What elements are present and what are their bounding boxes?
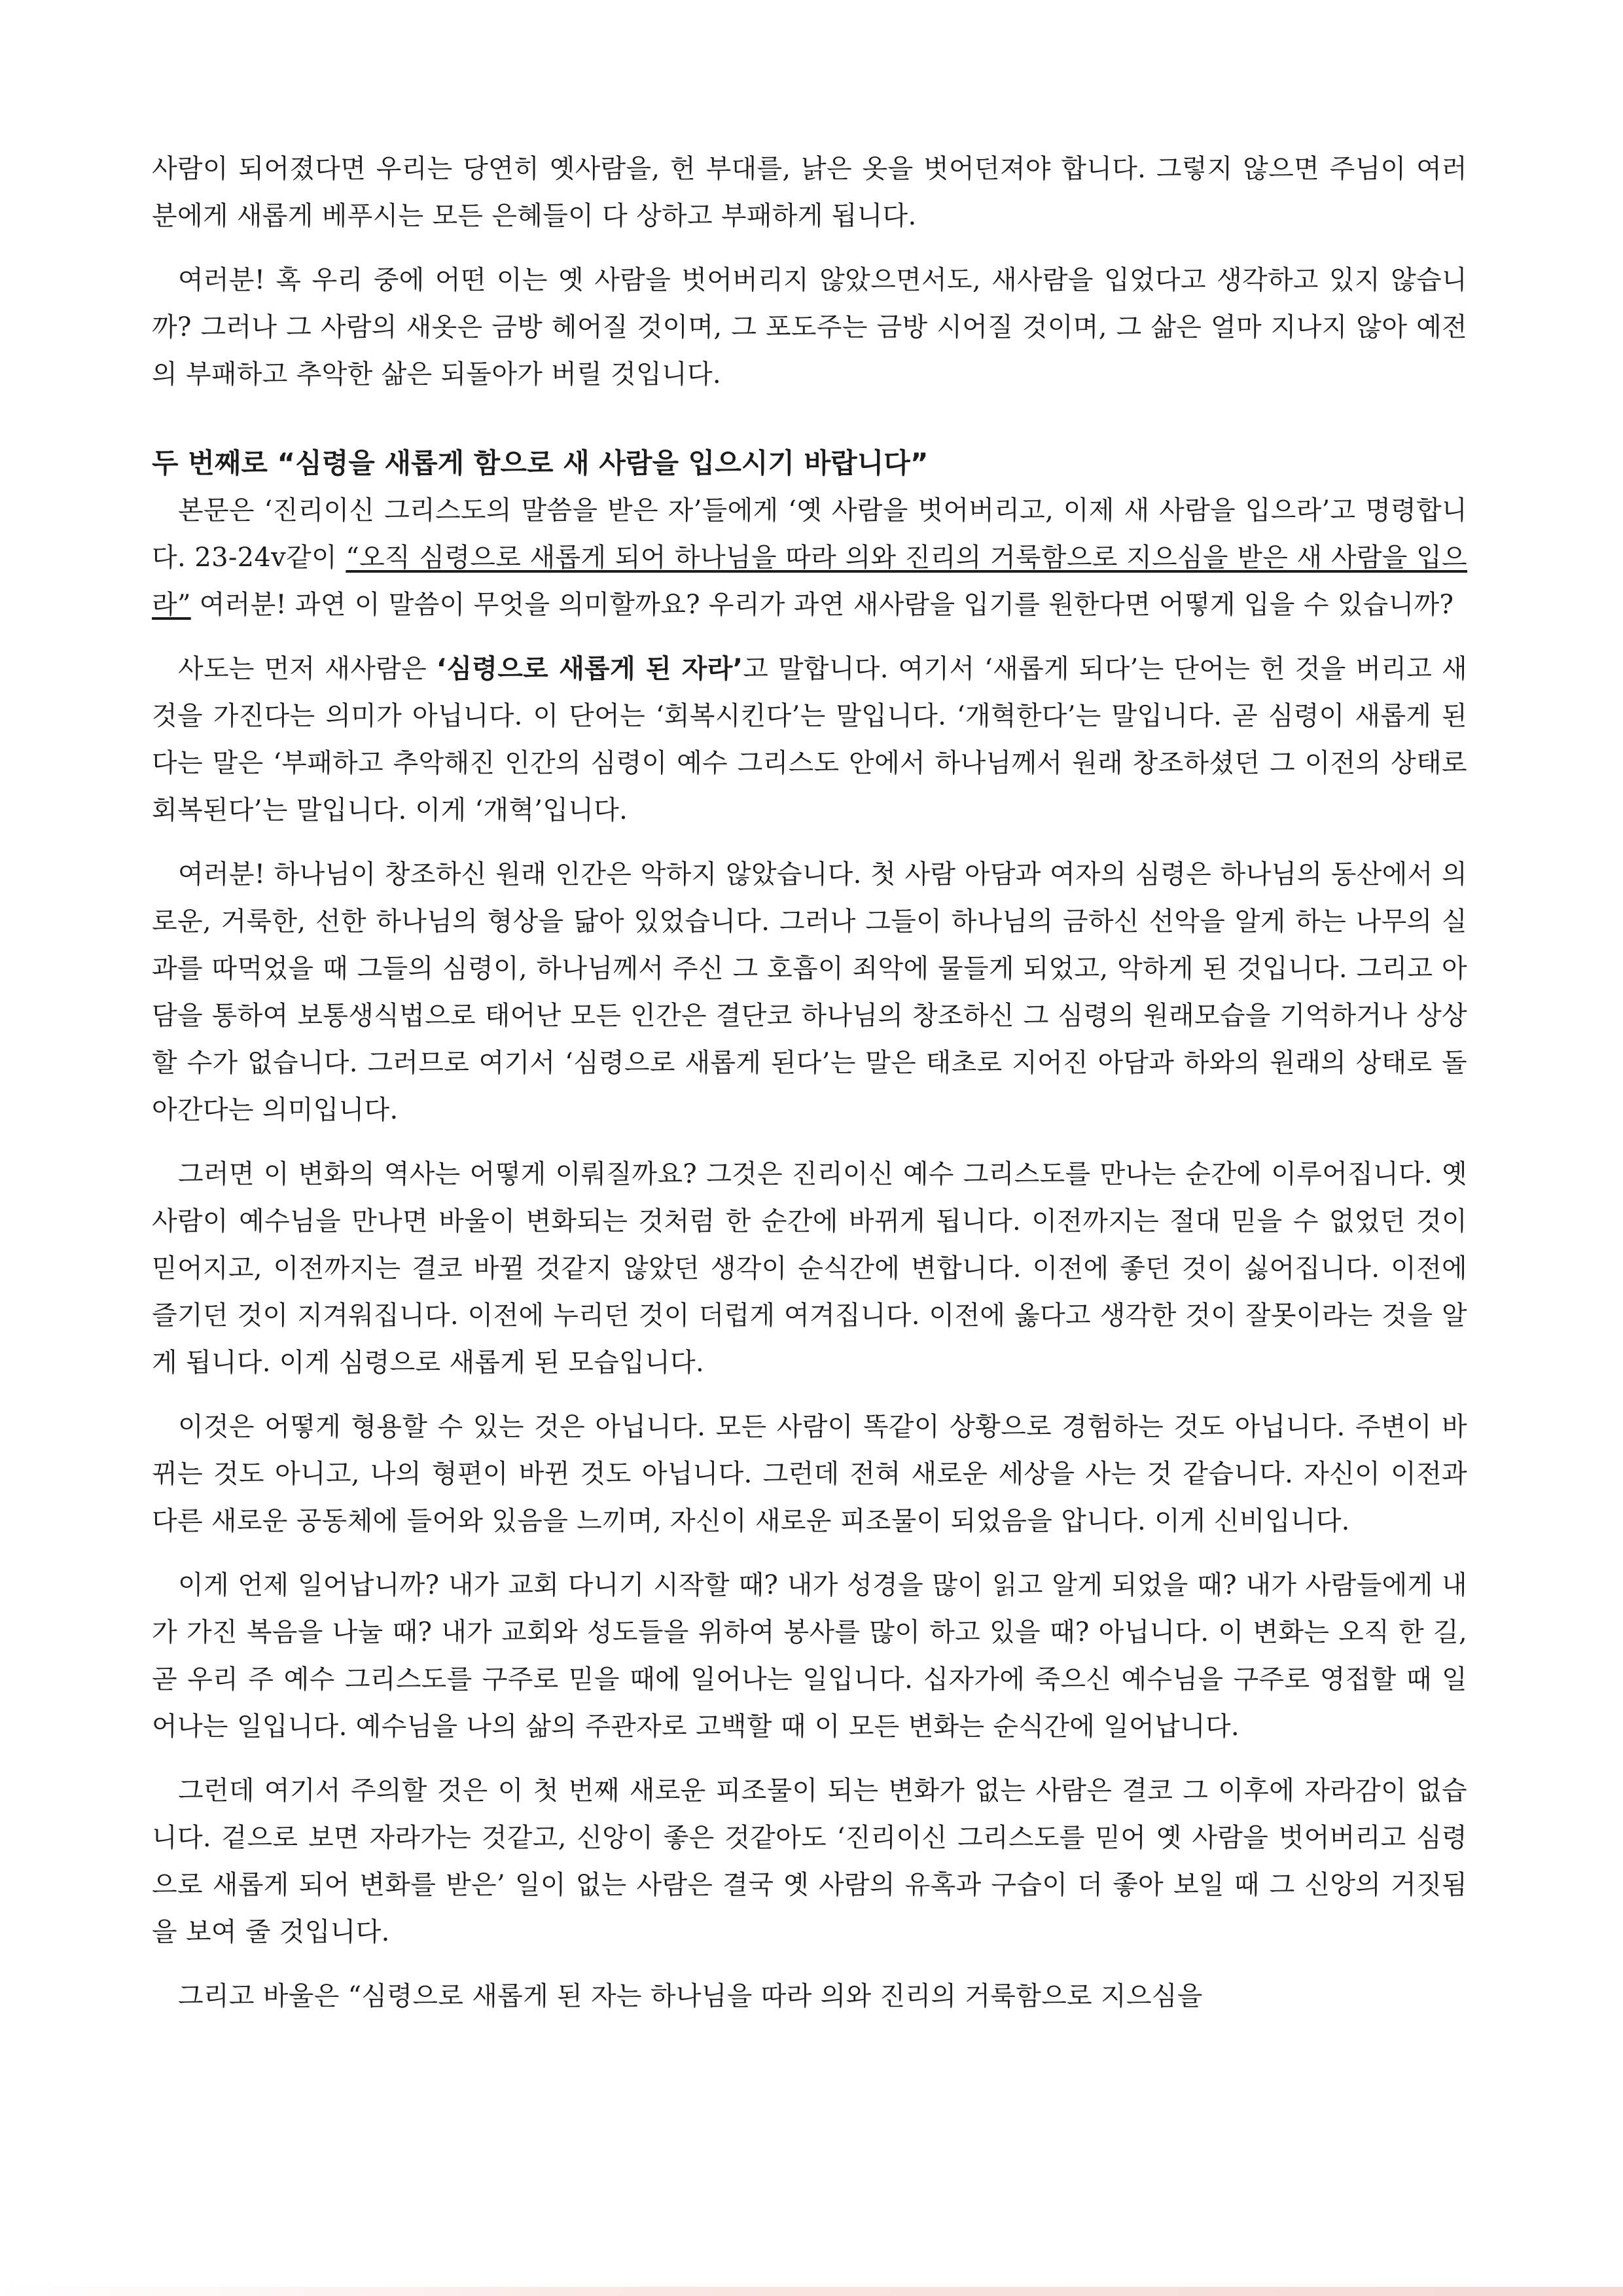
paragraph-4 [152,645,1467,834]
paragraph-8: 이게 언제 일어납니까? 내가 교회 다니기 시작할 때? 내가 성경을 많이 읽고 알게 되었을 때? 내가 사람들에게 내가 가진 복음을 나눌 때? 내가 교회와 성도들을 위하여 봉사를 많이 하고 있을 때? 아닙니다. 이 변화는 오직 한 길, 곧 우리 주 예수 그리스도를 구주로 믿을 때에 일어나는 일입니다. 십자가에 죽으신 예수님을 구주로 영접할 때 일어나는 일입니다. 예수님을 나의 삶의 주관자로 고백할 때 이 모든 변화는 순식간에 일어납니다. [152,1570,1467,1742]
paragraph-1: 사람이 되어졌다면 우리는 당연히 옛사람을, 헌 부대를, 낡은 옷을 벗어던져야 합니다. 그렇지 않으면 주님이 여러분에게 새롭게 베푸시는 모든 은혜들이 다 상하고 부패하게 됩니다. [152,154,1467,231]
paragraph-5: 여러분! 하나님이 창조하신 원래 인간은 악하지 않았습니다. 첫 사람 아담과 여자의 심령은 하나님의 동산에서 의로운, 거룩한, 선한 하나님의 형상을 닮아 있었습니다. 그러나 그들이 하나님의 금하신 선악을 알게 하는 나무의 실과를 따먹었을 때 그들의 심령이, 하나님께서 주신 그 호흡이 죄악에 물들게 되었고, 악하게 된 것입니다. 그리고 아담을 통하여 보통생식법으로 태어난 모든 인간은 결단코 하나님의 창조하신 그 심령의 원래모습을 기억하거나 상상할 수가 없습니다. 그러므로 여기서 ‘심령으로 새롭게 된다’는 말은 태초로 지어진 아담과 하와의 원래의 상태로 돌아간다는 의미입니다. [152,859,1467,1125]
paragraph-10: 그리고 바울은 “심령으로 새롭게 된 자는 하나님을 따라 의와 진리의 거룩함으로 지으심을 [178,1981,1203,2011]
paragraph-6: 그러면 이 변화의 역사는 어떻게 이뤄질까요? 그것은 진리이신 예수 그리스도를 만나는 순간에 이루어집니다. 옛 사람이 예수님을 만나면 바울이 변화되는 것처럼 한 순간에 바뀌게 됩니다. 이전까지는 절대 믿을 수 없었던 것이 믿어지고, 이전까지는 결코 바뀔 것같지 않았던 생각이 순식간에 변합니다. 이전에 좋던 것이 싫어집니다. 이전에 즐기던 것이 지겨워집니다. 이전에 누리던 것이 더럽게 여겨집니다. 이전에 옳다고 생각한 것이 잘못이라는 것을 알게 됩니다. 이게 심령으로 새롭게 된 모습입니다. [152,1159,1467,1378]
scan-edge-stripe [0,2287,1623,2296]
document-page [152,145,1467,2037]
paragraph-4-text-a: 사도는 먼저 새사람은 [178,654,437,684]
scripture-quote: “오직 심령으로 새롭게 되어 하나님을 따라 의와 진리의 거룩함으로 지으심을 받은 새 사람을 입으라” [152,543,1467,620]
paragraph-7: 이것은 어떻게 형용할 수 있는 것은 아닙니다. 모든 사람이 똑같이 상황으로 경험하는 것도 아닙니다. 주변이 바뀌는 것도 아니고, 나의 형편이 바뀐 것도 아닙니다. 그런데 전혀 새로운 세상을 사는 것 같습니다. 자신이 이전과 다른 새로운 공동체에 들어와 있음을 느끼며, 자신이 새로운 피조물이 되었음을 압니다. 이게 신비입니다. [152,1412,1467,1536]
paragraph-3-text-a: 본문은 ‘진리이신 그리스도의 말씀을 받은 자’들에게 ‘옛 사람을 벗어버리고, 이제 새 사람을 입으라’고 명령합니다. 23-24v같이 [152,495,1467,573]
paragraph-9: 그런데 여기서 주의할 것은 이 첫 번째 새로운 피조물이 되는 변화가 없는 사람은 결코 그 이후에 자라감이 없습니다. 겉으로 보면 자라가는 것같고, 신앙이 좋은 것같아도 ‘진리이신 그리스도를 믿어 옛 사람을 벗어버리고 심령으로 새롭게 되어 변화를 받은’ 일이 없는 사람은 결국 옛 사람의 유혹과 구습이 더 좋아 보일 때 그 신앙의 거짓됨을 보여 줄 것입니다. [152,1776,1467,1947]
section-heading: 두 번째로 “심령을 새롭게 함으로 새 사람을 입으시기 바랍니다” [152,447,929,479]
paragraph-3 [152,487,1467,628]
paragraph-4-text-b: 고 말합니다. 여기서 ‘새롭게 되다’는 단어는 헌 것을 버리고 새것을 가진다는 의미가 아닙니다. 이 단어는 ‘회복시킨다’는 말입니다. ‘개혁한다’는 말입니다. 곧 심령이 새롭게 된다는 말은 ‘부패하고 추악해진 인간의 심령이 예수 그리스도 안에서 하나님께서 원래 창조하셨던 그 이전의 상태로 회복된다’는 말입니다. 이게 ‘개혁’입니다. [152,654,1467,825]
paragraph-3-text-b: 여러분! 과연 이 말씀이 무엇을 의미할까요? 우리가 과연 새사람을 입기를 원한다면 어떻게 입을 수 있습니까? [190,590,1454,620]
emphasis-phrase: ‘심령으로 새롭게 된 자라’ [436,654,743,684]
paragraph-2: 여러분! 혹 우리 중에 어떤 이는 옛 사람을 벗어버리지 않았으면서도, 새사람을 입었다고 생각하고 있지 않습니까? 그러나 그 사람의 새옷은 금방 헤어질 것이며, 그 포도주는 금방 시어질 것이며, 그 삶은 얼마 지나지 않아 예전의 부패하고 추악한 삶은 되돌아가 버릴 것입니다. [152,265,1467,389]
